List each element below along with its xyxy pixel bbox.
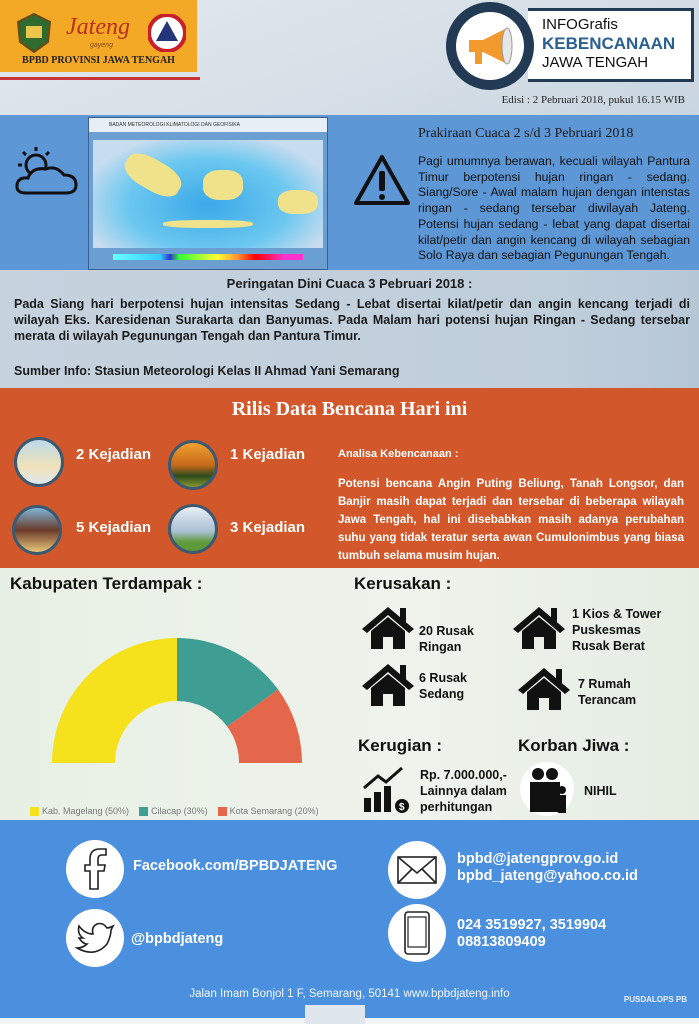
landslide-count: 5 Kejadian: [76, 519, 152, 536]
megaphone-icon: [463, 24, 517, 68]
email-link[interactable]: bpbd_jateng@yahoo.co.id: [457, 868, 638, 884]
forest-fire-count: 1 Kejadian: [230, 446, 306, 463]
house-icon: [516, 664, 572, 712]
damage-line: 6 Rusak: [419, 671, 467, 685]
facebook-icon[interactable]: [66, 840, 124, 898]
megaphone-badge: [446, 2, 534, 90]
house-icon: [511, 603, 567, 651]
loss-amount: [420, 767, 507, 815]
forecast-text: Pagi umumnya berawan, kecuali wilayah Pantura Timur berpotensi hujan ringan - sedang. Siang/Sore - Awal malam hujan dengan intenstas ringan - sedang tersebar diwilayah Jateng. Potensi hujan sedang - lebat yang dapat disertai kilat/petir dan angin kencang di wilayah sebagian Solo Raya dan sebagian Pegunungan Tengah.: [418, 154, 690, 263]
release-title: Rilis Data Bencana Hari ini: [231, 398, 468, 420]
loss-line: perhitungan: [420, 800, 493, 814]
tornado-icon: [168, 504, 218, 554]
legend-label: Kab. Magelang (50%): [42, 806, 130, 816]
analysis-text: Potensi bencana Angin Puting Beliung, Tanah Longsor, dan Banjir masih dapat terjadi dan tersebar di beberapa wilayah Jawa Tengah, hal ini disebabkan masih adanya perubahan suhu yang tidak teratur serta awan Cumulonimbus yang biasa tumbuh selama musim hujan.: [338, 478, 684, 562]
title-line-1: INFOGrafis: [542, 16, 618, 33]
credit: PUSDALOPS PB: [623, 995, 687, 1004]
damage-line: Rusak Berat: [572, 639, 645, 653]
title-line-3: JAWA TENGAH: [542, 54, 649, 71]
damage-item-light: [419, 623, 474, 655]
source-info: Sumber Info: Stasiun Meteorologi Kelas II Ahmad Yani Semarang: [14, 364, 400, 378]
casualties-title: Korban Jiwa :: [518, 736, 630, 755]
family-icon: [520, 762, 574, 816]
legend-label: Cilacap (30%): [151, 806, 208, 816]
casualties-value: NIHIL: [584, 784, 617, 798]
tornado-count: 3 Kejadian: [230, 519, 306, 536]
flood-icon: [14, 437, 64, 487]
infographic-title: [528, 8, 694, 82]
financial-loss-chart-icon: [360, 764, 412, 814]
chart-title: Kabupaten Terdampak :: [10, 574, 203, 593]
early-warning-text: Pada Siang hari berpotensi hujan intensitas Sedang - Lebat disertai kilat/petir dan angin kencang terjadi di wilayah Eks. Karesidenan Surakarta dan Banyumas. Pada Malam hari potensi hujan Ringan - Sedang tersebar merata di wilayah Pegunungan Tengah dan Pantura Timur.: [14, 297, 690, 343]
bnpb-logo-icon: [148, 14, 186, 52]
phone-number: 08813809409: [457, 934, 546, 950]
rainfall-scale: [113, 254, 303, 260]
org-name: BPBD PROVINSI JAWA TENGAH: [22, 55, 175, 66]
facebook-link[interactable]: Facebook.com/BPBDJATENG: [133, 858, 338, 874]
twitter-icon[interactable]: [66, 909, 124, 967]
legend-item: [218, 806, 319, 816]
edition-date: Edisi : 2 Pebruari 2018, pukul 16.15 WIB: [501, 94, 685, 106]
affected-regions-half-donut-chart: [0, 620, 340, 800]
damage-line: Terancam: [578, 693, 637, 707]
org-logo-banner: [0, 0, 197, 72]
legend-swatch: [218, 807, 227, 816]
jateng-logo: Jateng: [66, 14, 130, 40]
damage-item-heavy: [572, 606, 661, 654]
phone-number: 024 3519927, 3519904: [457, 917, 607, 933]
jateng-logo-subtext: gayeng: [90, 42, 113, 49]
loss-title: Kerugian :: [358, 736, 443, 755]
divider: [0, 77, 200, 80]
legend-item: [30, 806, 129, 816]
address: Jalan Imam Bonjol 1 F, Semarang, 50141 www.bpbdjateng.info: [189, 988, 510, 1000]
damage-title: Kerusakan :: [354, 574, 452, 593]
chart-legend: [30, 806, 319, 816]
legend-swatch: [30, 807, 39, 816]
legend-label: Kota Semarang (20%): [229, 806, 319, 816]
donut-slice-0: [52, 638, 177, 763]
legend-item: [139, 806, 208, 816]
legend-swatch: [139, 807, 148, 816]
landslide-icon: [12, 505, 62, 555]
twitter-handle[interactable]: @bpbdjateng: [131, 931, 224, 947]
early-warning-title: Peringatan Dini Cuaca 3 Pebruari 2018 :: [226, 276, 473, 291]
bottom-tab: [305, 1005, 365, 1024]
svg-text:$: $: [399, 802, 405, 813]
loss-line: Lainnya dalam: [420, 784, 507, 798]
map-header: BADAN METEOROLOGI KLIMATOLOGI DAN GEOFISIKA: [89, 118, 327, 132]
forest-fire-icon: [168, 440, 218, 490]
damage-item-threatened: [578, 676, 636, 708]
damage-item-medium: [419, 670, 467, 702]
damage-line: Puskesmas: [572, 623, 641, 637]
analysis-title: Analisa Kebencanaan :: [338, 448, 459, 460]
partly-cloudy-icon: [12, 145, 80, 197]
damage-line: Sedang: [419, 687, 465, 701]
warning-triangle-icon: [352, 153, 412, 207]
damage-line: Ringan: [419, 640, 462, 654]
email-link[interactable]: bpbd@jatengprov.go.id: [457, 851, 619, 867]
loss-line: Rp. 7.000.000,-: [420, 768, 507, 782]
house-icon: [360, 660, 416, 708]
house-icon: [360, 603, 416, 651]
title-line-2: KEBENCANAAN: [542, 34, 676, 53]
phone-icon[interactable]: [388, 904, 446, 962]
forecast-title: Prakiraan Cuaca 2 s/d 3 Pebruari 2018: [418, 126, 634, 141]
weather-map-image: [88, 117, 328, 270]
damage-line: 1 Kios & Tower: [572, 607, 662, 621]
email-icon[interactable]: [388, 841, 446, 899]
central-java-emblem-icon: [14, 12, 54, 54]
damage-line: 20 Rusak: [419, 624, 474, 638]
flood-count: 2 Kejadian: [76, 446, 152, 463]
damage-line: 7 Rumah: [578, 677, 631, 691]
email-list: [457, 851, 638, 885]
phone-list: [457, 917, 606, 951]
